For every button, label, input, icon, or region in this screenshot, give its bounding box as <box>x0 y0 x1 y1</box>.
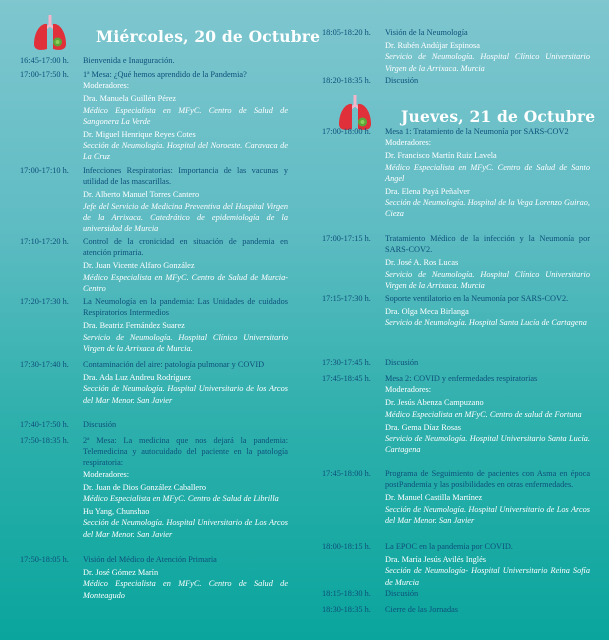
session-time: 16:45-17:00 h. <box>20 56 69 65</box>
session-time: 17:45-18:45 h. <box>322 374 371 383</box>
session-title: Discusión <box>83 420 117 429</box>
session-body <box>83 419 288 430</box>
speaker-name: Dra. Beatriz Fernández Suarez <box>83 321 185 331</box>
session-body <box>83 359 288 406</box>
speaker-affiliation: Sección de Neumología- Hospital Universitario Reina Sofía de Murcia <box>385 566 590 587</box>
speaker-name: Dra. María Jesús Avilés Inglés <box>385 555 487 565</box>
session-body <box>83 165 288 234</box>
speaker-name: Dra. Manuela Guillén Pérez <box>83 94 177 104</box>
speaker-affiliation: Sección de Neumología. Hospital de la Vega Lorenzo Guirao, Cieza <box>385 198 590 219</box>
speaker-affiliation: Sección de Neumología. Hospital Universitario de los Arcos del Mar Menor. San Javier <box>83 384 288 405</box>
session-body <box>83 55 288 66</box>
speaker-affiliation: Médico Especialista en MFyC. Centro de Salud de Santo Angel <box>385 162 590 183</box>
speaker-name: Dra. Gema Díaz Rosas <box>385 422 462 432</box>
session-title: Contaminación del aire: patología pulmonar y COVID <box>83 360 265 369</box>
session-title: Programa de Seguimiento de pacientes con Asma en época postPandemia y las posibilidades en otras enfermedades. <box>385 469 590 490</box>
speaker-name: Dra. Elena Payá Peñalver <box>385 187 470 197</box>
session-body <box>385 293 590 329</box>
session-time: 17:50-18:05 h. <box>20 555 69 564</box>
session-title: Bienvenida e Inauguración. <box>83 56 175 65</box>
speaker-name: Dr. Juan Vicente Alfaro González <box>83 261 195 271</box>
session-body <box>83 69 288 163</box>
session-time: 17:50-18:35 h. <box>20 436 69 445</box>
speaker-affiliation: Médico Especialista en MFyC. Centro de salud de Fortuna <box>385 409 582 419</box>
session-body <box>83 296 288 354</box>
session-time: 17:10-17:20 h. <box>20 237 69 246</box>
speaker-name: Dr. Miguel Henrique Reyes Cotes <box>83 130 196 140</box>
session-body <box>385 357 590 368</box>
session-time: 17:30-17:40 h. <box>20 360 69 369</box>
session-time: 17:00-18:00 h. <box>322 127 371 136</box>
session-body <box>385 588 590 599</box>
session-title: Mesa 1: Tratamiento de la Neumonía por SARS-COV2 <box>385 127 569 136</box>
session-body <box>385 468 590 526</box>
session-time: 18:30-18:35 h. <box>322 605 371 614</box>
session-title: Visión del Médico de Atención Primaria <box>83 555 217 564</box>
session-time: 17:00-17:10 h. <box>20 166 69 175</box>
speaker-affiliation: Servicio de Neumología. Hospital Clínico Universitario Virgen de la Arrixaca. Murcia <box>385 269 590 290</box>
session-time: 17:30-17:45 h. <box>322 358 371 367</box>
session-time: 17:00-17:50 h. <box>20 70 69 79</box>
session-title: Soporte ventilatorio en la Neumonía por SARS-COV2. <box>385 294 569 303</box>
session-time: 17:45-18:00 h. <box>322 469 371 478</box>
lungs-icon <box>32 15 68 58</box>
moderators-label: Moderadores: <box>385 385 432 395</box>
session-title: Discusión <box>385 358 419 367</box>
day-title: Miércoles, 20 de Octubre <box>96 27 321 46</box>
session-body <box>385 373 590 455</box>
speaker-affiliation: Sección de Neumología. Hospital del Noroeste. Caravaca de La Cruz <box>83 141 288 162</box>
session-time: 18:00-18:15 h. <box>322 542 371 551</box>
speaker-affiliation: Servicio de Neumología. Hospital Clínico Universitario Virgen de la Arrixaca. Murcia <box>385 52 590 73</box>
speaker-name: Dr. Manuel Castilla Martínez <box>385 493 483 503</box>
session-title: La Neumología en la pandemia: Las Unidades de cuidados Respiratorios Intermedios <box>83 297 288 318</box>
session-time: 17:15-17:30 h. <box>322 294 371 303</box>
session-time: 17:00-17:15 h. <box>322 234 371 243</box>
speaker-name: Dr. José Gómez Marín <box>83 568 159 578</box>
speaker-affiliation: Servicio de Neumología. Hospital Santa Lucía de Cartagena <box>385 318 587 328</box>
speaker-name: Dra. Ada Luz Andreu Rodríguez <box>83 373 192 383</box>
speaker-name: Dra. Olga Meca Birlanga <box>385 307 469 317</box>
speaker-name: Dr. Francisco Martín Ruiz Lavela <box>385 151 497 161</box>
speaker-name: Dr. José A. Ros Lucas <box>385 258 459 268</box>
session-title: 2ª Mesa: La medicina que nos dejará la pandemia: Telemedicina y autocuidado del paciente en la patología respiratoria: <box>83 436 288 468</box>
day-title: Jueves, 21 de Octubre <box>401 107 596 126</box>
speaker-name: Hu Yang, Chunshao <box>83 507 150 517</box>
session-body <box>83 236 288 294</box>
session-body <box>385 604 590 615</box>
speaker-name: Dr. Juan de Dios González Caballero <box>83 482 207 492</box>
speaker-affiliation: Servicio de Neumología. Hospital Universitario Santa Lucía. Cartagena <box>385 434 590 455</box>
session-body <box>385 75 590 86</box>
session-body <box>83 435 288 540</box>
session-title: La EPOC en la pandemia por COVID. <box>385 542 513 551</box>
session-time: 18:20-18:35 h. <box>322 76 371 85</box>
moderators-label: Moderadores: <box>385 138 432 148</box>
session-body <box>385 126 590 220</box>
session-time: 17:20-17:30 h. <box>20 297 69 306</box>
speaker-affiliation: Servicio de Neumología. Hospital Clínico Universitario Virgen de la Arrixaca de Murcia. <box>83 332 288 353</box>
session-time: 18:05-18:20 h. <box>322 28 371 37</box>
session-title: Discusión <box>385 589 419 598</box>
session-body <box>83 554 288 601</box>
speaker-name: Dr. Alberto Manuel Torres Cantero <box>83 190 200 200</box>
session-title: Control de la cronicidad en situación de pandemia en atención primaria. <box>83 237 288 258</box>
speaker-affiliation: Médico Especialista en MFyC. Centro de Salud de Librilla <box>83 494 279 504</box>
speaker-affiliation: Sección de Neumología. Hospital Universitario de Los Arcos del Mar Menor. San Javier <box>385 504 590 525</box>
speaker-name: Dr. Jesús Abenza Campuzano <box>385 398 484 408</box>
session-time: 18:15-18:30 h. <box>322 589 371 598</box>
session-time: 17:40-17:50 h. <box>20 420 69 429</box>
session-title: Visión de la Neumología <box>385 28 468 37</box>
session-body <box>385 233 590 291</box>
session-title: Tratamiento Médico de la infección y la Neumonía por SARS-COV2. <box>385 234 590 255</box>
speaker-affiliation: Jefe del Servicio de Medicina Preventiva del Hospital Virgen de la Arrixaca. Catedrático de epidemiología de la universidad de Murcia <box>83 201 288 234</box>
session-title: Cierre de las Jornadas <box>385 605 459 614</box>
session-title: 1ª Mesa: ¿Qué hemos aprendido de la Pandemia? <box>83 70 247 79</box>
session-title: Infecciones Respiratorias: Importancia de las vacunas y utilidad de las mascarillas. <box>83 166 288 187</box>
speaker-name: Dr. Rubén Andújar Espinosa <box>385 41 480 51</box>
moderators-label: Moderadores: <box>83 81 130 91</box>
session-body <box>385 541 590 588</box>
moderators-label: Moderadores: <box>83 469 130 479</box>
speaker-affiliation: Sección de Neumología. Hospital Universitario de Los Arcos del Mar Menor. San Javier <box>83 518 288 539</box>
day-header <box>32 15 320 58</box>
speaker-affiliation: Médico Especialista en MFyC. Centro de Salud de Murcia-Centro <box>83 272 288 293</box>
speaker-affiliation: Médico Especialista en MFyC. Centro de Salud de Sangonera La Verde <box>83 105 288 126</box>
session-title: Discusión <box>385 76 419 85</box>
session-title: Mesa 2: COVID y enfermedades respiratorias <box>385 374 538 383</box>
speaker-affiliation: Médico Especialista en MFyC. Centro de Salud de Monteagudo <box>83 579 288 600</box>
session-body <box>385 27 590 74</box>
